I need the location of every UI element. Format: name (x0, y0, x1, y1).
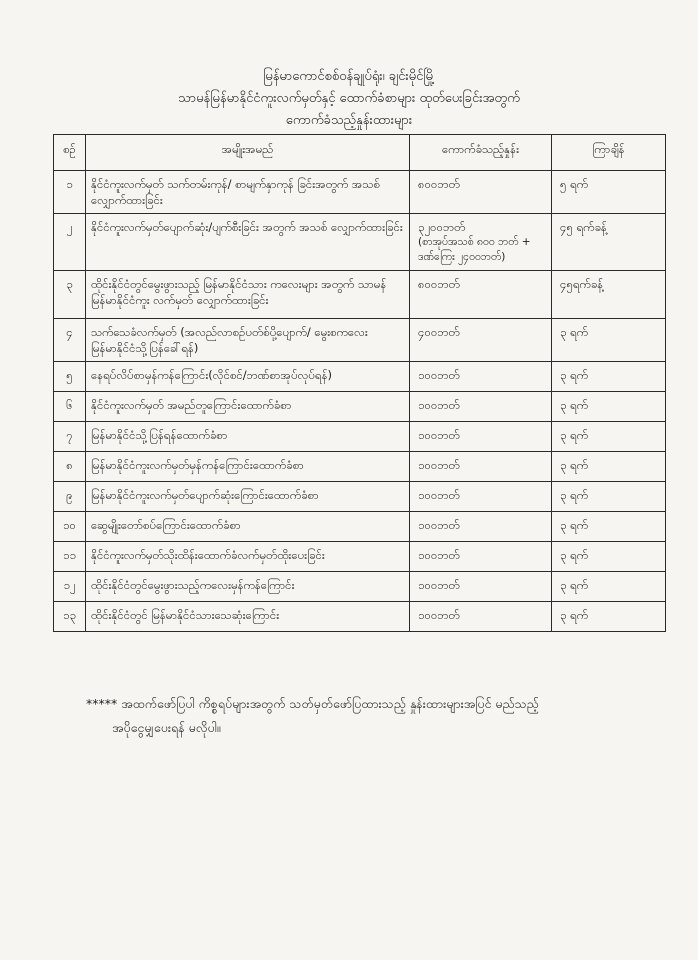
row-duration-text: ၄၅ရက်ခန့် (560, 277, 604, 291)
row-number (54, 512, 86, 542)
row-number (54, 482, 86, 512)
row-fee-text: ၁၀၀ဘတ် (418, 398, 460, 412)
row-item-name-text: ထိုင်းနိုင်ငံတွင်မွေးဖွားသည့် မြန်မာနိုင်ငံသား ကလေးများ အတွက် သာမန်မြန်မာနိုင်ငံကူး လက်မှတ် လျှောက်ထားခြင်း (91, 277, 387, 307)
row-fee (410, 271, 552, 319)
row-item-name-text: သက်သေခံလက်မှတ် (အလည်လာစဉ်ပတ်စ်ပို့ပျောက်/ မွေးစကလေးမြန်မာနိုင်ငံသို့ပြန်ခေါ်ရန်) (91, 325, 368, 355)
row-item-name (86, 271, 410, 319)
row-number (54, 362, 86, 392)
row-fee-text: ၃၂၀၀ဘတ် (418, 220, 466, 234)
row-item-name (86, 214, 410, 271)
row-fee-note: (စာအုပ်အသစ် ၈၀၀ ဘတ် + ဒဏ်ကြေး ၂၄၀၀ဘတ်) (418, 236, 531, 263)
table-row (54, 171, 666, 214)
table-row (54, 512, 666, 542)
row-duration (552, 452, 666, 482)
row-fee-text: ၁၀၀ဘတ် (418, 458, 460, 472)
row-item-name-text: မြန်မာနိုင်ငံသို့ပြန်ရန်ထောက်ခံစာ (91, 428, 228, 442)
table-row (54, 214, 666, 271)
row-item-name (86, 512, 410, 542)
row-duration (552, 319, 666, 362)
row-number (54, 319, 86, 362)
row-fee (410, 482, 552, 512)
row-fee-text: ၈၀၀ဘတ် (418, 177, 460, 191)
column-header-duration: ကြာချိန် (552, 135, 666, 171)
row-item-name (86, 482, 410, 512)
row-item-name (86, 452, 410, 482)
row-number-text: ၁၂ (63, 578, 76, 592)
row-item-name-text: ထိုင်းနိုင်ငံတွင် မြန်မာနိုင်ငံသားသေဆုံးကြောင်း (91, 608, 280, 622)
row-fee-text: ၈၀၀ဘတ် (418, 277, 460, 291)
row-fee (410, 512, 552, 542)
row-number (54, 392, 86, 422)
header-title: ကောက်ခံသည့်နှုန်းထားများ (285, 113, 413, 128)
row-number-text: ၁၃ (63, 608, 76, 622)
row-number (54, 422, 86, 452)
row-item-name-text: ဆွေမျိုးတော်စပ်ကြောင်းထောက်ခံစာ (91, 518, 241, 532)
row-number-text: ၅ (66, 368, 73, 382)
row-number-text: ၁ (66, 177, 73, 191)
table-row (54, 542, 666, 572)
row-item-name-text: နိုင်ငံကူးလက်မှတ် အမည်တူကြောင်းထောက်ခံစာ (91, 398, 292, 412)
row-fee-text: ၁၀၀ဘတ် (418, 608, 460, 622)
row-duration-text: ၃ ရက် (560, 608, 588, 622)
row-item-name (86, 392, 410, 422)
row-item-name (86, 362, 410, 392)
row-item-name (86, 171, 410, 214)
header-subject: သာမန်မြန်မာနိုင်ငံကူးလက်မှတ်နှင့် ထောက်ခံစာများ ထုတ်ပေးခြင်းအတွက် (178, 91, 520, 106)
row-duration (552, 482, 666, 512)
table-row (54, 452, 666, 482)
row-duration-text: ၄၅ ရက်ခန့် (560, 220, 607, 234)
table-row (54, 482, 666, 512)
table-row (54, 392, 666, 422)
row-number-text: ၁၀ (63, 518, 76, 532)
footer-note-line2: အပိုငွေမျှပေးရန် မလိုပါ။ (112, 720, 221, 735)
row-number-text: ၈ (66, 458, 73, 472)
row-fee (410, 214, 552, 271)
row-fee (410, 542, 552, 572)
row-number-text: ၂ (66, 220, 73, 234)
table-row (54, 422, 666, 452)
row-duration (552, 214, 666, 271)
row-item-name-text: မြန်မာနိုင်ငံကူးလက်မှတ်ပျောက်ဆုံးကြောင်းထောက်ခံစာ (91, 488, 319, 502)
table-row (54, 271, 666, 319)
row-fee (410, 602, 552, 632)
row-duration-text: ၅ ရက် (560, 177, 588, 191)
column-header-item: အမျိုးအမည် (86, 135, 410, 171)
column-header-no: စဉ် (54, 135, 86, 171)
row-number (54, 214, 86, 271)
row-duration (552, 572, 666, 602)
table-row (54, 319, 666, 362)
row-item-name-text: နိုင်ငံကူးလက်မှတ်သိုးထိန်းထောက်ခံလက်မှတ်ထိုးပေးခြင်း (91, 548, 325, 562)
row-number (54, 602, 86, 632)
row-number (54, 171, 86, 214)
row-item-name-text: နိုင်ငံကူးလက်မှတ် သက်တမ်းကုန်/ စာမျက်နှာကုန် ခြင်းအတွက် အသစ်လျှောက်ထားခြင်း (91, 177, 380, 207)
row-item-name (86, 542, 410, 572)
row-fee-text: ၄၀၀ဘတ် (418, 325, 460, 339)
row-duration (552, 422, 666, 452)
row-item-name (86, 602, 410, 632)
row-fee-text: ၁၀၀ဘတ် (418, 548, 460, 562)
row-duration (552, 542, 666, 572)
row-duration-text: ၃ ရက် (560, 398, 588, 412)
footer-note-line1: ***** အထက်ဖော်ပြပါ ကိစ္စရပ်များအတွက် သတ်မှတ်ဖော်ပြထားသည့် နှုန်းထားများအပြင် မည်သည့် (86, 696, 539, 711)
header-office-name: မြန်မာကောင်စစ်ဝန်ချုပ်ရုံး၊ ချင်းမိုင်မြို့ (263, 69, 435, 84)
table-row (54, 362, 666, 392)
row-fee (410, 452, 552, 482)
row-duration-text: ၃ ရက် (560, 325, 588, 339)
row-number-text: ၁၁ (63, 548, 76, 562)
row-fee (410, 171, 552, 214)
row-number (54, 542, 86, 572)
row-fee (410, 319, 552, 362)
row-item-name-text: နိုင်ငံကူးလက်မှတ်ပျောက်ဆုံး/ပျက်စီးခြင်း အတွက် အသစ် လျှောက်ထားခြင်း (91, 220, 403, 234)
row-fee (410, 572, 552, 602)
fee-table (53, 134, 666, 632)
row-duration-text: ၃ ရက် (560, 458, 588, 472)
row-duration-text: ၃ ရက် (560, 368, 588, 382)
row-fee-text: ၁၀၀ဘတ် (418, 488, 460, 502)
row-number-text: ၄ (66, 325, 73, 339)
row-duration-text: ၃ ရက် (560, 428, 588, 442)
row-fee (410, 362, 552, 392)
row-item-name (86, 319, 410, 362)
row-number-text: ၇ (66, 428, 73, 442)
row-item-name-text: နေရပ်လိပ်စာမှန်ကန်ကြောင်း(လိုင်စင်/ဘဏ်စာအုပ်လုပ်ရန်) (91, 368, 333, 382)
row-duration (552, 602, 666, 632)
row-duration (552, 392, 666, 422)
row-duration (552, 271, 666, 319)
row-duration-text: ၃ ရက် (560, 488, 588, 502)
row-fee (410, 422, 552, 452)
row-duration (552, 362, 666, 392)
row-item-name (86, 572, 410, 602)
document-header (0, 66, 698, 132)
row-number (54, 452, 86, 482)
row-fee-text: ၁၀၀ဘတ် (418, 368, 460, 382)
row-duration-text: ၃ ရက် (560, 548, 588, 562)
row-number-text: ၆ (66, 398, 73, 412)
row-fee-text: ၁၀၀ဘတ် (418, 428, 460, 442)
row-number-text: ၉ (66, 488, 73, 502)
row-item-name (86, 422, 410, 452)
table-header-row (54, 135, 666, 171)
row-duration-text: ၃ ရက် (560, 518, 588, 532)
row-item-name-text: ထိုင်းနိုင်ငံတွင်မွေးဖွားသည့်ကလေးမှန်ကန်ကြောင်း (91, 578, 295, 592)
row-duration (552, 171, 666, 214)
table-row (54, 602, 666, 632)
column-header-fee: ကောက်ခံသည့်နှုန်း (410, 135, 552, 171)
row-duration (552, 512, 666, 542)
footer-note (86, 692, 656, 740)
row-number (54, 572, 86, 602)
row-fee-text: ၁၀၀ဘတ် (418, 518, 460, 532)
row-number-text: ၃ (66, 277, 73, 291)
row-fee (410, 392, 552, 422)
table-row (54, 572, 666, 602)
row-item-name-text: မြန်မာနိုင်ငံကူးလက်မှတ်မှန်ကန်ကြောင်းထောက်ခံစာ (91, 458, 304, 472)
row-duration-text: ၃ ရက် (560, 578, 588, 592)
row-fee-text: ၁၀၀ဘတ် (418, 578, 460, 592)
row-number (54, 271, 86, 319)
